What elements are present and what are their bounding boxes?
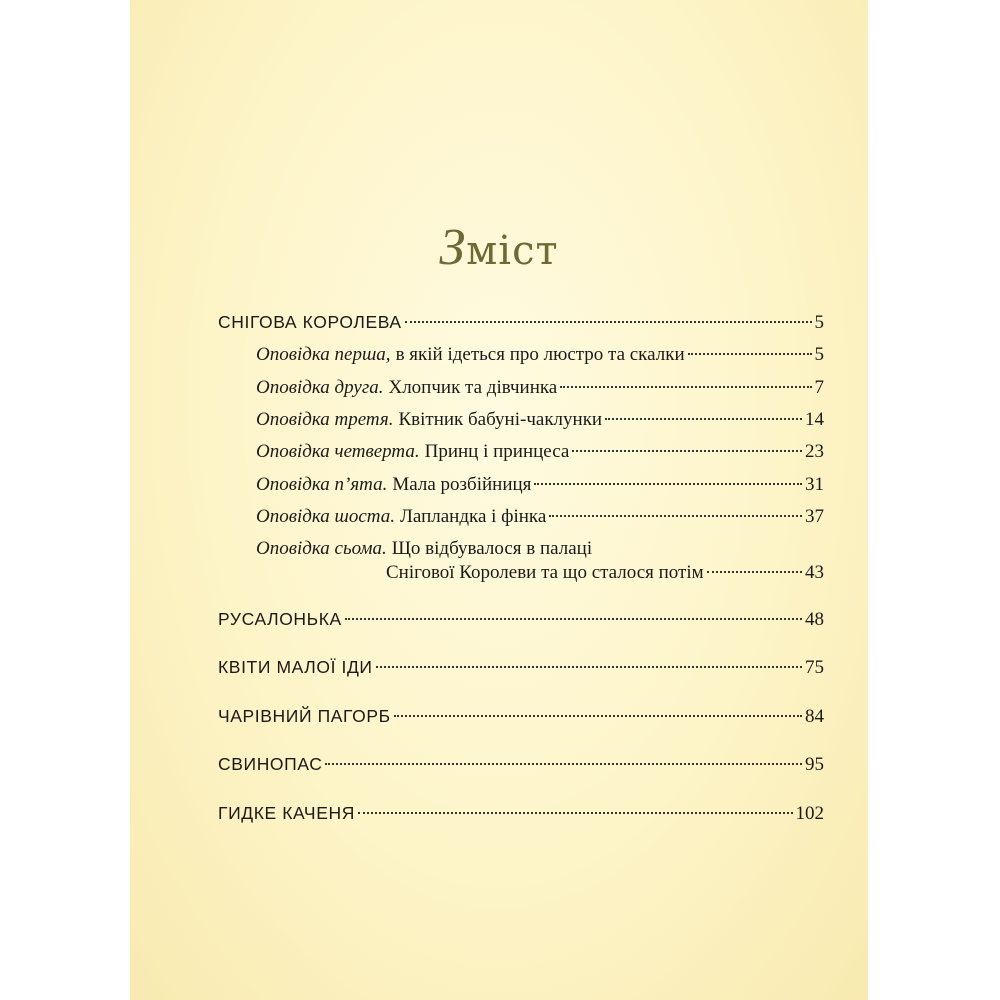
toc-entry-title: КВІТИ МАЛОЇ ІДИ — [218, 657, 373, 677]
toc-entry-page: 95 — [805, 754, 824, 775]
story-title: Лапландка і фінка — [400, 506, 547, 527]
story-label: Оповідка п’ята. — [256, 474, 388, 495]
toc-entry-page: 5 — [814, 312, 824, 333]
toc-story-2[interactable] — [256, 377, 824, 399]
story-label: Оповідка третя. — [256, 409, 394, 430]
dot-leader — [345, 618, 802, 620]
toc-entry-page: 102 — [795, 803, 824, 824]
toc-entry-page: 84 — [805, 706, 824, 727]
dot-leader — [549, 515, 802, 517]
toc-entry-svynopas[interactable] — [218, 754, 824, 776]
story-title-continued: Снігової Королеви та що сталося потім — [386, 562, 704, 583]
toc-entry-pagorb[interactable] — [218, 706, 824, 728]
toc-story-6[interactable] — [256, 506, 824, 528]
dot-leader — [534, 483, 802, 485]
dot-leader — [325, 763, 802, 765]
title-initial: З — [439, 219, 467, 276]
story-page: 5 — [814, 344, 824, 365]
story-title: Що відбувалося в палаці — [391, 538, 593, 559]
toc-story-3[interactable] — [256, 409, 824, 431]
dot-leader — [358, 812, 793, 814]
toc-story-4[interactable] — [256, 441, 824, 463]
book-page — [130, 0, 868, 1000]
toc-entry-title: ГИДКЕ КАЧЕНЯ — [218, 803, 355, 823]
toc-story-5[interactable] — [256, 474, 824, 496]
story-page: 7 — [814, 377, 824, 398]
dot-leader — [560, 386, 811, 388]
title-rest: міст — [466, 228, 559, 274]
story-title: Квітник бабуні-чаклунки — [398, 409, 603, 430]
story-title: в якій ідеться про люстро та скалки — [395, 344, 685, 365]
toc-story-7-line1[interactable] — [256, 538, 592, 560]
story-label: Оповідка друга. — [256, 377, 384, 398]
dot-leader — [572, 450, 802, 452]
toc-entry-title: СНІГОВА КОРОЛЕВА — [218, 312, 402, 332]
story-page: 23 — [805, 441, 824, 462]
story-title: Хлопчик та дівчинка — [388, 377, 558, 398]
toc-entry-page: 48 — [805, 609, 824, 630]
toc-entry-snow-queen[interactable] — [218, 312, 824, 334]
story-label: Оповідка сьома. — [256, 538, 387, 559]
story-page: 43 — [805, 562, 824, 583]
story-page: 31 — [805, 474, 824, 495]
toc-entry-page: 75 — [805, 657, 824, 678]
story-page: 14 — [805, 409, 824, 430]
dot-leader — [605, 418, 802, 420]
dot-leader — [376, 666, 802, 668]
dot-leader — [688, 353, 812, 355]
toc-entry-kachenia[interactable] — [218, 803, 824, 825]
dot-leader — [394, 715, 802, 717]
toc-story-1[interactable] — [256, 344, 824, 366]
story-title: Принц і принцеса — [424, 441, 570, 462]
story-page: 37 — [805, 506, 824, 527]
toc-story-7-line2[interactable] — [386, 562, 824, 584]
toc-entry-kvity[interactable] — [218, 657, 824, 679]
story-label: Оповідка перша, — [256, 344, 391, 365]
dot-leader — [405, 321, 812, 323]
story-label: Оповідка четверта. — [256, 441, 420, 462]
toc-entry-rusalonka[interactable] — [218, 609, 824, 631]
story-label: Оповідка шоста. — [256, 506, 396, 527]
page-title — [130, 218, 868, 277]
toc-entry-title: РУСАЛОНЬКА — [218, 609, 342, 629]
dot-leader — [707, 571, 802, 573]
toc-entry-title: ЧАРІВНИЙ ПАГОРБ — [218, 706, 391, 726]
toc-entry-title: СВИНОПАС — [218, 754, 323, 774]
story-title: Мала розбійниця — [392, 474, 532, 495]
